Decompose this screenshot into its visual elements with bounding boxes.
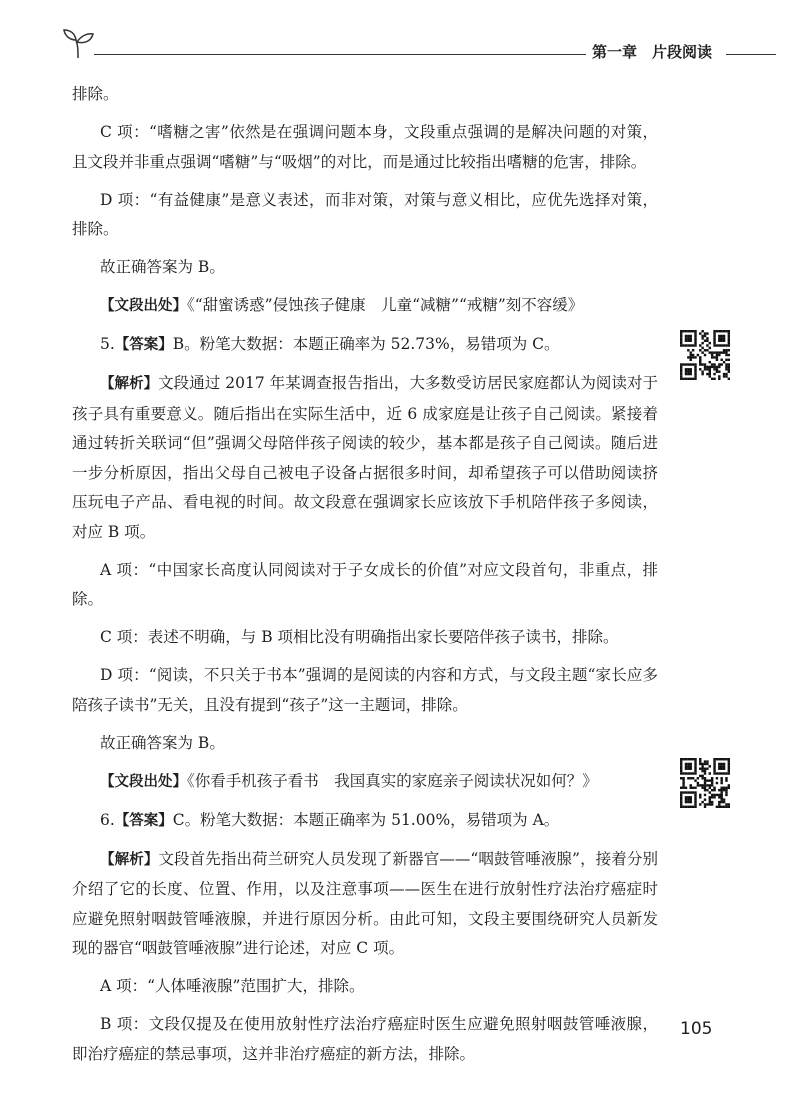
paragraph: C 项：“嗜糖之害”依然是在强调问题本身，文段重点强调的是解决问题的对策，且文段并非重点强调“嗜糖”与“吸烟”的对比，而是通过比较指出嗜糖的危害，排除。	[72, 123, 658, 171]
source-tag: 【文段出处】	[100, 298, 187, 314]
answer-paragraph	[72, 330, 658, 361]
analysis-paragraph	[72, 369, 658, 547]
analysis-text: 文段通过 2017 年某调查报告指出，大多数受访居民家庭都认为阅读对于孩子具有重要意义。随后指出在实际生活中，近 6 成家庭是让孩子自己阅读。紧接着通过转折关联词“但”强调父母陪伴孩子阅读的较少，基本都是孩子自己阅读。随后进一步分析原因，指出父母自己被电子设备占据很多时间，却希望孩子可以借助阅读挤压玩电子产品、看电视的时间。故文段意在强调家长应该放下手机陪伴孩子多阅读，对应 B 项。	[72, 374, 658, 541]
answer-tag: 【答案】	[114, 337, 173, 353]
source-tag: 【文段出处】	[100, 773, 187, 790]
paragraph: A 项：“人体唾液腺”范围扩大，排除。	[100, 977, 365, 995]
paragraph: B 项：文段仅提及在使用放射性疗法治疗癌症时医生应避免照射咽鼓管唾液腺，即治疗癌症的禁忌事项，这并非治疗癌症的新方法，排除。	[72, 1015, 658, 1063]
qr-code-icon[interactable]	[680, 330, 730, 380]
sprout-icon	[60, 24, 96, 60]
paragraph: 故正确答案为 B。	[100, 733, 225, 752]
page-number: 105	[680, 1019, 713, 1039]
qr-code-icon[interactable]	[680, 758, 730, 808]
source-text: 《你看手机孩子看书 我国真实的家庭亲子阅读状况如何？》	[187, 771, 598, 790]
paragraph: 排除。	[72, 85, 119, 103]
main-text	[72, 80, 658, 1078]
paragraph: A 项：“中国家长高度认同阅读对于子女成长的价值”对应文段首句，非重点，排除。	[72, 560, 658, 608]
analysis-tag: 【解析】	[100, 851, 159, 868]
question-number: 6.	[100, 810, 115, 829]
paragraph: D 项：“有益健康”是意义表述，而非对策，对策与意义相比，应优先选择对策，排除。	[72, 190, 658, 238]
answer-paragraph	[72, 806, 658, 837]
answer-tag: 【答案】	[114, 812, 173, 829]
paragraph: C 项：表述不明确，与 B 项相比没有明确指出家长要陪伴孩子读书，排除。	[100, 628, 619, 646]
question-number: 5.	[100, 335, 115, 353]
answer-text: C。粉笔大数据：本题正确率为 51.00%，易错项为 A。	[172, 810, 560, 829]
answer-text: B。粉笔大数据：本题正确率为 52.73%，易错项为 C。	[172, 335, 560, 353]
paragraph: D 项：“阅读，不只关于书本”强调的是阅读的内容和方式，与文段主题“家长应多陪孩子读书”无关，且没有提到“孩子”这一主题词，排除。	[72, 666, 658, 714]
source-paragraph	[72, 767, 658, 798]
analysis-text: 文段首先指出荷兰研究人员发现了新器官——“咽鼓管唾液腺”，接着分别介绍了它的长度、位置、作用，以及注意事项——医生在进行放射性疗法治疗癌症时应避免照射咽鼓管唾液腺，并进行原因分析。由此可知，文段主要围绕研究人员新发现的器官“咽鼓管唾液腺”进行论述，对应 C 项。	[72, 849, 659, 957]
header-rule-right	[726, 54, 776, 55]
header-rule-left	[94, 54, 586, 55]
chapter-title: 第一章 片段阅读	[592, 43, 713, 61]
analysis-tag: 【解析】	[100, 376, 159, 392]
paragraph: 故正确答案为 B。	[100, 258, 225, 276]
source-text: 《“甜蜜诱惑”侵蚀孩子健康 儿童“减糖”“戒糖”刻不容缓》	[187, 296, 584, 314]
analysis-paragraph	[72, 845, 658, 964]
source-paragraph	[72, 291, 658, 322]
